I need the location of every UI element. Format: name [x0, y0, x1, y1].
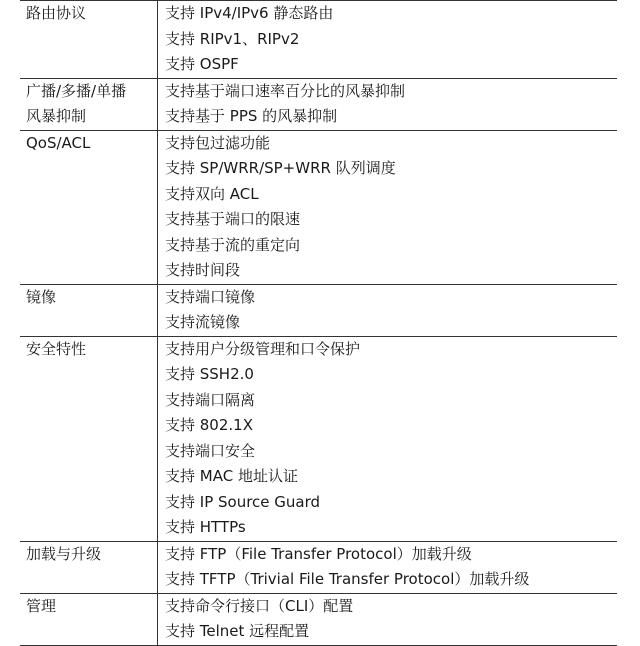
- feature-item: 支持 SP/WRR/SP+WRR 队列调度: [165, 159, 396, 177]
- feature-cell: [158, 1, 617, 78]
- feature-item: 支持基于 PPS 的风暴抑制: [165, 107, 338, 125]
- category-label: 广播/多播/单播: [26, 81, 127, 100]
- feature-item: 支持命令行接口（CLI）配置: [165, 596, 354, 615]
- category-label: 风暴抑制: [26, 107, 87, 125]
- category-label: 路由协议: [26, 4, 87, 22]
- feature-cell: [158, 542, 617, 593]
- table-row: [20, 337, 617, 542]
- feature-item: 支持 802.1X: [165, 416, 253, 434]
- feature-item: 支持 SSH2.0: [165, 365, 254, 383]
- feature-item: 支持 OSPF: [165, 55, 239, 73]
- category-label: QoS/ACL: [26, 133, 91, 152]
- table-row: [20, 285, 617, 337]
- feature-item: 支持 IPv4/IPv6 静态路由: [165, 4, 334, 22]
- feature-item: 支持 IP Source Guard: [165, 492, 321, 511]
- feature-cell: [158, 79, 617, 130]
- feature-item: 支持 HTTPs: [165, 518, 246, 536]
- category-label: 加载与升级: [26, 544, 102, 563]
- table-row: [20, 131, 617, 285]
- feature-item: 支持流镜像: [165, 313, 241, 331]
- category-label: 管理: [26, 596, 57, 615]
- feature-cell: [158, 131, 617, 284]
- feature-item: 支持 Telnet 远程配置: [165, 622, 310, 640]
- feature-item: 支持端口安全: [165, 441, 256, 460]
- category-label: 安全特性: [26, 339, 87, 358]
- feature-item: 支持包过滤功能: [165, 133, 271, 152]
- category-label: 镜像: [26, 287, 57, 306]
- feature-item: 支持双向 ACL: [165, 184, 259, 203]
- category-cell: [20, 79, 158, 130]
- feature-item: 支持 MAC 地址认证: [165, 467, 298, 485]
- feature-item: 支持基于端口的限速: [165, 210, 301, 228]
- feature-item: 支持端口镜像: [165, 287, 256, 306]
- feature-item: 支持 TFTP（Trivial File Transfer Protocol）加载升级: [165, 570, 530, 588]
- spec-table: [20, 0, 617, 646]
- category-cell: [20, 542, 158, 593]
- feature-cell: [158, 285, 617, 336]
- category-cell: [20, 285, 158, 336]
- feature-item: 支持时间段: [165, 261, 241, 279]
- category-cell: [20, 337, 158, 541]
- feature-item: 支持 RIPv1、RIPv2: [165, 29, 300, 48]
- feature-item: 支持用户分级管理和口令保护: [165, 339, 361, 358]
- feature-item: 支持 FTP（File Transfer Protocol）加载升级: [165, 544, 472, 563]
- category-cell: [20, 1, 158, 78]
- feature-cell: [158, 337, 617, 541]
- feature-item: 支持端口隔离: [165, 390, 256, 409]
- category-cell: [20, 594, 158, 645]
- category-cell: [20, 131, 158, 284]
- table-row: [20, 594, 617, 646]
- table-row: [20, 79, 617, 131]
- table-row: [20, 0, 617, 79]
- feature-item: 支持基于流的重定向: [165, 235, 301, 254]
- feature-item: 支持基于端口速率百分比的风暴抑制: [165, 81, 406, 100]
- feature-cell: [158, 594, 617, 645]
- table-row: [20, 542, 617, 594]
